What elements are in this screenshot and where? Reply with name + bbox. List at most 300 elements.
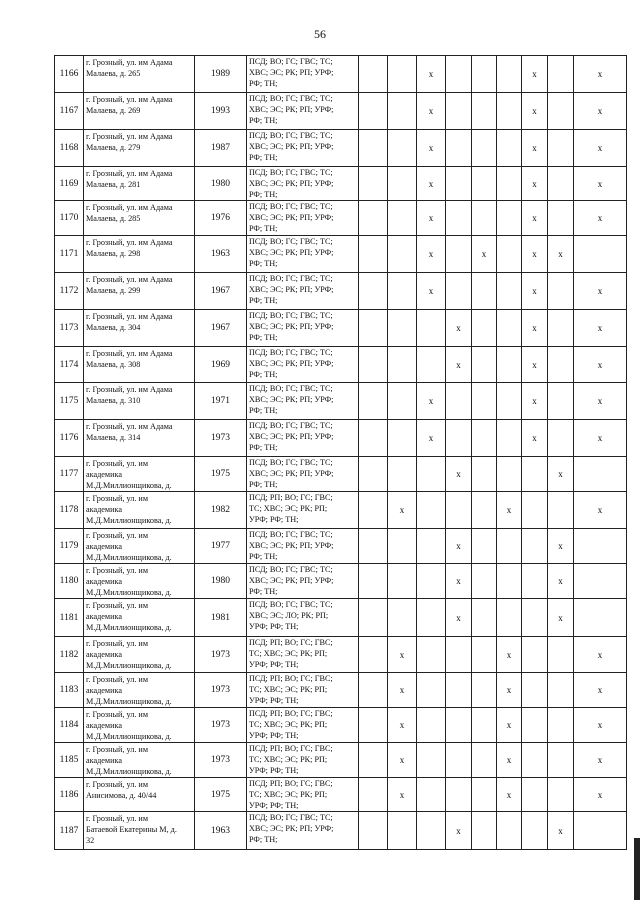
- year-mark-cell: [472, 56, 497, 93]
- address-line: Малаева, д. 314: [86, 433, 141, 442]
- year-mark-cell: [359, 457, 388, 492]
- address-cell: [84, 708, 195, 743]
- year-mark-cell: [417, 743, 446, 778]
- housing-repair-table: [54, 55, 627, 850]
- works-line: ХВС; ЭС; РК; РП; УРФ;: [249, 68, 334, 77]
- year-mark-cell: x: [574, 93, 627, 130]
- row-number: 1170: [55, 201, 84, 236]
- year-mark-cell: x: [522, 310, 548, 347]
- year-mark-cell: [417, 637, 446, 673]
- works-cell: [247, 310, 359, 347]
- page-number: 56: [314, 27, 326, 41]
- address-line: М.Д.Миллионщикова, д.: [86, 661, 172, 670]
- works-line: РФ; ТН;: [249, 259, 278, 268]
- table-row: [55, 56, 627, 93]
- row-number: 1179: [55, 529, 84, 564]
- year-mark-cell: x: [574, 130, 627, 167]
- year-cell: 1967: [195, 273, 247, 310]
- address-line: академика: [86, 577, 122, 586]
- year-mark-cell: [388, 167, 417, 201]
- works-line: ПСД; ВО; ГС; ГВС; ТС;: [249, 600, 333, 609]
- year-mark-cell: [388, 93, 417, 130]
- year-mark-cell: [522, 743, 548, 778]
- year-mark-cell: x: [388, 778, 417, 812]
- works-cell: [247, 708, 359, 743]
- year-mark-cell: [359, 383, 388, 420]
- address-line: г. Грозный, ул. им: [86, 601, 148, 610]
- works-line: ХВС; ЭС; РК; РП; УРФ;: [249, 248, 334, 257]
- works-line: ХВС; ЭС; РК; РП; УРФ;: [249, 179, 334, 188]
- year-mark-cell: [417, 529, 446, 564]
- year-mark-cell: x: [417, 93, 446, 130]
- works-cell: [247, 56, 359, 93]
- year-mark-cell: [522, 778, 548, 812]
- address-line: Анисимова, д. 40/44: [86, 791, 157, 800]
- year-mark-cell: x: [497, 778, 522, 812]
- year-mark-cell: x: [574, 673, 627, 708]
- works-line: РФ; ТН;: [249, 190, 278, 199]
- address-line: Малаева, д. 269: [86, 106, 141, 115]
- year-mark-cell: [359, 743, 388, 778]
- year-mark-cell: [359, 167, 388, 201]
- row-number: 1181: [55, 599, 84, 637]
- address-line: Малаева, д. 310: [86, 396, 141, 405]
- year-mark-cell: [522, 529, 548, 564]
- address-line: М.Д.Миллионщикова, д.: [86, 623, 172, 632]
- row-number: 1169: [55, 167, 84, 201]
- year-mark-cell: [548, 708, 574, 743]
- works-line: УРФ; РФ; ТН;: [249, 660, 299, 669]
- address-line: Малаева, д. 265: [86, 69, 141, 78]
- year-mark-cell: x: [388, 743, 417, 778]
- works-line: ТС; ХВС; ЭС; РК; РП;: [249, 649, 328, 658]
- year-mark-cell: x: [548, 457, 574, 492]
- year-mark-cell: x: [548, 599, 574, 637]
- address-line: г. Грозный, ул. им: [86, 639, 148, 648]
- row-number: 1187: [55, 812, 84, 850]
- year-mark-cell: x: [472, 236, 497, 273]
- year-mark-cell: [388, 599, 417, 637]
- address-line: М.Д.Миллионщикова, д.: [86, 697, 172, 706]
- year-mark-cell: x: [497, 743, 522, 778]
- table-row: [55, 564, 627, 599]
- address-line: г. Грозный, ул. им: [86, 780, 148, 789]
- works-line: УРФ; РФ; ТН;: [249, 766, 299, 775]
- address-line: Малаева, д. 304: [86, 323, 141, 332]
- address-cell: [84, 130, 195, 167]
- year-mark-cell: x: [548, 529, 574, 564]
- table-row: [55, 273, 627, 310]
- year-mark-cell: [522, 492, 548, 529]
- year-mark-cell: [497, 130, 522, 167]
- year-mark-cell: [522, 599, 548, 637]
- year-mark-cell: x: [522, 236, 548, 273]
- address-cell: [84, 201, 195, 236]
- works-line: ХВС; ЭС; РК; РП; УРФ;: [249, 824, 334, 833]
- address-cell: [84, 457, 195, 492]
- year-mark-cell: [548, 310, 574, 347]
- works-line: ХВС; ЭС; РК; РП; УРФ;: [249, 395, 334, 404]
- year-mark-cell: x: [417, 420, 446, 457]
- year-mark-cell: x: [574, 743, 627, 778]
- year-mark-cell: [497, 812, 522, 850]
- row-number: 1183: [55, 673, 84, 708]
- year-mark-cell: [497, 529, 522, 564]
- address-line: академика: [86, 612, 122, 621]
- year-mark-cell: [522, 812, 548, 850]
- row-number: 1178: [55, 492, 84, 529]
- year-mark-cell: [359, 637, 388, 673]
- year-mark-cell: x: [574, 310, 627, 347]
- year-mark-cell: x: [417, 273, 446, 310]
- year-mark-cell: [417, 457, 446, 492]
- year-mark-cell: x: [446, 599, 472, 637]
- year-cell: 1981: [195, 599, 247, 637]
- year-mark-cell: [548, 637, 574, 673]
- works-line: УРФ; РФ; ТН;: [249, 731, 299, 740]
- works-line: ПСД; ВО; ГС; ГВС; ТС;: [249, 202, 333, 211]
- year-mark-cell: x: [574, 383, 627, 420]
- year-cell: 1980: [195, 564, 247, 599]
- works-line: ПСД; ВО; ГС; ГВС; ТС;: [249, 348, 333, 357]
- year-mark-cell: [446, 637, 472, 673]
- works-cell: [247, 167, 359, 201]
- year-mark-cell: [417, 778, 446, 812]
- address-line: г. Грозный, ул. им: [86, 745, 148, 754]
- year-mark-cell: [522, 637, 548, 673]
- works-line: ПСД; ВО; ГС; ГВС; ТС;: [249, 530, 333, 539]
- year-mark-cell: [497, 236, 522, 273]
- works-cell: [247, 130, 359, 167]
- year-mark-cell: x: [446, 812, 472, 850]
- address-line: г. Грозный, ул. им: [86, 814, 148, 823]
- works-line: ПСД; ВО; ГС; ГВС; ТС;: [249, 421, 333, 430]
- table-row: [55, 743, 627, 778]
- works-line: РФ; ТН;: [249, 480, 278, 489]
- year-mark-cell: [522, 673, 548, 708]
- works-line: ПСД; РП; ВО; ГС; ГВС;: [249, 709, 333, 718]
- year-mark-cell: [417, 310, 446, 347]
- year-cell: 1993: [195, 93, 247, 130]
- row-number: 1185: [55, 743, 84, 778]
- year-cell: 1976: [195, 201, 247, 236]
- table-row: [55, 130, 627, 167]
- year-mark-cell: [359, 310, 388, 347]
- year-mark-cell: [497, 167, 522, 201]
- address-line: академика: [86, 505, 122, 514]
- address-cell: [84, 637, 195, 673]
- address-cell: [84, 599, 195, 637]
- year-mark-cell: [472, 812, 497, 850]
- works-line: ПСД; ВО; ГС; ГВС; ТС;: [249, 565, 333, 574]
- works-line: ХВС; ЭС; РК; РП; УРФ;: [249, 541, 334, 550]
- works-line: ПСД; РП; ВО; ГС; ГВС;: [249, 744, 333, 753]
- year-mark-cell: [497, 599, 522, 637]
- address-line: г. Грозный, ул. им Адама: [86, 312, 173, 321]
- works-line: ХВС; ЭС; РК; РП; УРФ;: [249, 105, 334, 114]
- year-mark-cell: [359, 273, 388, 310]
- year-mark-cell: x: [522, 167, 548, 201]
- row-number: 1177: [55, 457, 84, 492]
- year-mark-cell: x: [446, 529, 472, 564]
- year-mark-cell: [522, 708, 548, 743]
- year-mark-cell: [446, 56, 472, 93]
- year-mark-cell: [446, 743, 472, 778]
- works-line: ПСД; ВО; ГС; ГВС; ТС;: [249, 168, 333, 177]
- address-line: г. Грозный, ул. им Адама: [86, 58, 173, 67]
- year-mark-cell: x: [574, 420, 627, 457]
- year-mark-cell: [417, 492, 446, 529]
- year-mark-cell: [359, 673, 388, 708]
- works-line: ПСД; ВО; ГС; ГВС; ТС;: [249, 311, 333, 320]
- year-mark-cell: [388, 383, 417, 420]
- year-mark-cell: [548, 347, 574, 383]
- year-mark-cell: [548, 167, 574, 201]
- year-mark-cell: x: [388, 492, 417, 529]
- year-mark-cell: [472, 420, 497, 457]
- year-mark-cell: [472, 778, 497, 812]
- year-mark-cell: [574, 812, 627, 850]
- address-cell: [84, 778, 195, 812]
- works-cell: [247, 236, 359, 273]
- year-mark-cell: x: [574, 708, 627, 743]
- works-line: ПСД; РП; ВО; ГС; ГВС;: [249, 674, 333, 683]
- year-mark-cell: [574, 599, 627, 637]
- works-line: РФ; ТН;: [249, 370, 278, 379]
- year-mark-cell: [359, 56, 388, 93]
- works-line: ПСД; РП; ВО; ГС; ГВС;: [249, 638, 333, 647]
- address-cell: [84, 167, 195, 201]
- year-mark-cell: [472, 201, 497, 236]
- address-cell: [84, 420, 195, 457]
- year-mark-cell: [417, 599, 446, 637]
- address-line: академика: [86, 470, 122, 479]
- year-mark-cell: x: [522, 201, 548, 236]
- works-line: РФ; ТН;: [249, 406, 278, 415]
- address-line: Малаева, д. 308: [86, 360, 141, 369]
- year-cell: 1989: [195, 56, 247, 93]
- year-mark-cell: [359, 420, 388, 457]
- year-mark-cell: x: [574, 637, 627, 673]
- year-mark-cell: x: [574, 492, 627, 529]
- address-line: 32: [86, 836, 95, 845]
- year-mark-cell: [472, 599, 497, 637]
- address-line: М.Д.Миллионщикова, д.: [86, 732, 172, 741]
- address-line: Малаева, д. 285: [86, 214, 141, 223]
- works-line: ХВС; ЭС; РК; РП; УРФ;: [249, 213, 334, 222]
- works-cell: [247, 812, 359, 850]
- year-mark-cell: x: [388, 708, 417, 743]
- year-mark-cell: x: [574, 778, 627, 812]
- works-line: ХВС; ЭС; РК; РП; УРФ;: [249, 576, 334, 585]
- year-cell: 1975: [195, 778, 247, 812]
- address-line: г. Грозный, ул. им Адама: [86, 275, 173, 284]
- year-mark-cell: [446, 167, 472, 201]
- row-number: 1171: [55, 236, 84, 273]
- year-mark-cell: x: [522, 93, 548, 130]
- year-mark-cell: [359, 347, 388, 383]
- year-mark-cell: [388, 130, 417, 167]
- year-mark-cell: [388, 273, 417, 310]
- year-mark-cell: [497, 420, 522, 457]
- address-line: г. Грозный, ул. им Адама: [86, 422, 173, 431]
- works-line: ПСД; ВО; ГС; ГВС; ТС;: [249, 57, 333, 66]
- year-mark-cell: x: [388, 673, 417, 708]
- year-mark-cell: [497, 56, 522, 93]
- works-cell: [247, 529, 359, 564]
- table-row: [55, 93, 627, 130]
- address-line: г. Грозный, ул. им: [86, 675, 148, 684]
- year-cell: 1977: [195, 529, 247, 564]
- year-mark-cell: [497, 273, 522, 310]
- address-line: М.Д.Миллионщикова, д.: [86, 588, 172, 597]
- works-line: ТС; ХВС; ЭС; РК; РП;: [249, 790, 328, 799]
- address-cell: [84, 273, 195, 310]
- year-mark-cell: [359, 708, 388, 743]
- year-mark-cell: x: [417, 130, 446, 167]
- year-mark-cell: [548, 56, 574, 93]
- year-mark-cell: x: [417, 167, 446, 201]
- address-cell: [84, 93, 195, 130]
- year-mark-cell: [497, 310, 522, 347]
- year-mark-cell: [388, 310, 417, 347]
- year-mark-cell: [472, 457, 497, 492]
- year-mark-cell: [446, 673, 472, 708]
- year-mark-cell: [417, 708, 446, 743]
- year-mark-cell: [359, 599, 388, 637]
- works-cell: [247, 383, 359, 420]
- address-cell: [84, 812, 195, 850]
- table-row: [55, 167, 627, 201]
- row-number: 1184: [55, 708, 84, 743]
- address-line: г. Грозный, ул. им Адама: [86, 238, 173, 247]
- table-row: [55, 492, 627, 529]
- year-mark-cell: [417, 347, 446, 383]
- table-row: [55, 637, 627, 673]
- works-cell: [247, 743, 359, 778]
- works-cell: [247, 93, 359, 130]
- table-row: [55, 383, 627, 420]
- year-cell: 1963: [195, 812, 247, 850]
- address-cell: [84, 383, 195, 420]
- table-row: [55, 236, 627, 273]
- address-cell: [84, 529, 195, 564]
- works-cell: [247, 492, 359, 529]
- address-line: академика: [86, 650, 122, 659]
- year-mark-cell: x: [497, 673, 522, 708]
- year-mark-cell: [417, 564, 446, 599]
- year-mark-cell: [497, 93, 522, 130]
- year-mark-cell: [548, 778, 574, 812]
- year-mark-cell: [497, 457, 522, 492]
- year-mark-cell: x: [497, 708, 522, 743]
- year-mark-cell: x: [574, 201, 627, 236]
- year-mark-cell: [548, 93, 574, 130]
- address-cell: [84, 310, 195, 347]
- works-line: ПСД; ВО; ГС; ГВС; ТС;: [249, 131, 333, 140]
- year-mark-cell: [548, 130, 574, 167]
- works-line: ХВС; ЭС; РК; РП; УРФ;: [249, 469, 334, 478]
- year-mark-cell: [446, 708, 472, 743]
- works-cell: [247, 673, 359, 708]
- address-line: г. Грозный, ул. им: [86, 531, 148, 540]
- year-mark-cell: [472, 310, 497, 347]
- address-line: академика: [86, 721, 122, 730]
- works-line: ТС; ХВС; ЭС; РК; РП;: [249, 755, 328, 764]
- scan-edge-mark: [634, 838, 640, 900]
- year-mark-cell: [446, 93, 472, 130]
- works-line: ХВС; ЭС; РК; РП; УРФ;: [249, 359, 334, 368]
- year-mark-cell: [472, 673, 497, 708]
- address-line: г. Грозный, ул. им Адама: [86, 132, 173, 141]
- year-mark-cell: [472, 130, 497, 167]
- works-line: РФ; ТН;: [249, 835, 278, 844]
- row-number: 1186: [55, 778, 84, 812]
- works-cell: [247, 420, 359, 457]
- table-row: [55, 420, 627, 457]
- year-mark-cell: x: [522, 420, 548, 457]
- year-mark-cell: [359, 564, 388, 599]
- row-number: 1174: [55, 347, 84, 383]
- works-cell: [247, 273, 359, 310]
- year-mark-cell: [497, 564, 522, 599]
- works-cell: [247, 564, 359, 599]
- year-mark-cell: x: [417, 201, 446, 236]
- year-mark-cell: [497, 383, 522, 420]
- year-mark-cell: x: [522, 130, 548, 167]
- year-mark-cell: x: [497, 637, 522, 673]
- works-line: ХВС; ЭС; РК; РП; УРФ;: [249, 432, 334, 441]
- year-mark-cell: x: [522, 273, 548, 310]
- address-line: г. Грозный, ул. им Адама: [86, 169, 173, 178]
- table-row: [55, 457, 627, 492]
- works-line: РФ; ТН;: [249, 224, 278, 233]
- works-line: ПСД; ВО; ГС; ГВС; ТС;: [249, 458, 333, 467]
- year-mark-cell: [548, 743, 574, 778]
- year-mark-cell: [574, 529, 627, 564]
- year-cell: 1973: [195, 673, 247, 708]
- year-mark-cell: [359, 529, 388, 564]
- row-number: 1168: [55, 130, 84, 167]
- table-row: [55, 812, 627, 850]
- year-mark-cell: x: [446, 564, 472, 599]
- table-row: [55, 708, 627, 743]
- address-line: г. Грозный, ул. им: [86, 710, 148, 719]
- year-mark-cell: [472, 492, 497, 529]
- address-line: М.Д.Миллионщикова, д.: [86, 516, 172, 525]
- address-line: Малаева, д. 281: [86, 180, 141, 189]
- works-line: ПСД; РП; ВО; ГС; ГВС;: [249, 779, 333, 788]
- works-line: ХВС; ЭС; ЛО; РК; РП;: [249, 611, 329, 620]
- address-line: М.Д.Миллионщикова, д.: [86, 481, 172, 490]
- table-row: [55, 347, 627, 383]
- year-cell: 1987: [195, 130, 247, 167]
- row-number: 1172: [55, 273, 84, 310]
- table-row: [55, 310, 627, 347]
- year-cell: 1967: [195, 310, 247, 347]
- year-mark-cell: x: [388, 637, 417, 673]
- table-row: [55, 778, 627, 812]
- works-line: РФ; ТН;: [249, 296, 278, 305]
- year-mark-cell: [388, 529, 417, 564]
- works-line: УРФ; РФ; ТН;: [249, 696, 299, 705]
- year-mark-cell: x: [417, 383, 446, 420]
- year-mark-cell: [472, 167, 497, 201]
- year-cell: 1980: [195, 167, 247, 201]
- year-mark-cell: [548, 201, 574, 236]
- works-line: РФ; ТН;: [249, 116, 278, 125]
- works-line: ПСД; ВО; ГС; ГВС; ТС;: [249, 237, 333, 246]
